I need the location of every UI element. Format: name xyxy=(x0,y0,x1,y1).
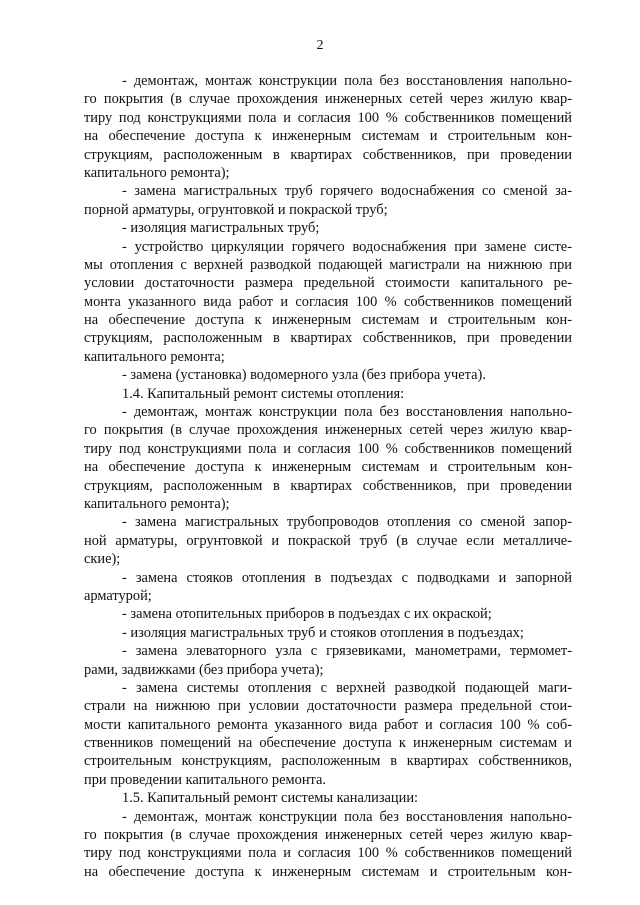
text-line: условии достаточности размера предельной стоимости капитального ре- xyxy=(84,275,572,292)
text-line: - изоляция магистральных труб и стояков отопления в подъездах; xyxy=(122,624,524,641)
text-line: при проведении капитального ремонта. xyxy=(84,771,326,788)
text-line: - демонтаж, монтаж конструкции пола без восстановления напольно- xyxy=(122,73,572,89)
text-line: - демонтаж, монтаж конструкции пола без восстановления напольно- xyxy=(122,808,572,825)
text-line: страли на нижнюю при условии достаточности размера предельной стои- xyxy=(84,698,572,715)
text-line: го покрытия (в случае прохождения инженерных сетей через жилую квар- xyxy=(84,422,572,439)
text-line: - замена магистральных трубопроводов отопления со сменой запор- xyxy=(122,514,572,531)
page-number: 2 xyxy=(316,38,324,53)
text-line: - замена отопительных приборов в подъездах с их окраской; xyxy=(122,606,492,623)
text-line: струкциям, расположенным в квартирах собственников, при проведении xyxy=(84,146,572,163)
text-line: - замена (установка) водомерного узла (без прибора учета). xyxy=(122,367,486,384)
text-line: строительным конструкциям, расположенным в квартирах собственников, xyxy=(84,753,572,770)
text-line: ной арматуры, огрунтовкой и покраской труб (в случае если металличе- xyxy=(84,532,572,549)
text-line: - замена магистральных труб горячего водоснабжения со сменой за- xyxy=(122,183,572,200)
text-line: порной арматуры, огрунтовкой и покраской труб; xyxy=(84,201,388,218)
text-line: мости капитального ремонта указанного вида работ и согласия 100 % соб- xyxy=(84,716,572,733)
text-line: го покрытия (в случае прохождения инженерных сетей через жилую квар- xyxy=(84,91,572,108)
text-line: капитального ремонта); xyxy=(84,164,230,181)
text-line: на обеспечение доступа к инженерным системам и строительным кон- xyxy=(84,312,572,329)
text-line: струкциям, расположенным в квартирах собственников, при проведении xyxy=(84,330,572,347)
text-line: - устройство циркуляции горячего водоснабжения при замене систе- xyxy=(122,238,572,255)
text-line: го покрытия (в случае прохождения инженерных сетей через жилую квар- xyxy=(84,827,572,844)
text-line: арматурой; xyxy=(84,587,152,604)
text-line: тиру под конструкциями пола и согласия 100 % собственников помещений xyxy=(84,109,572,126)
text-line: на обеспечение доступа к инженерным системам и строительным кон- xyxy=(84,863,572,880)
text-line: мы отопления с верхней разводкой подающей магистрали на нижнюю при xyxy=(84,256,572,273)
text-line: на обеспечение доступа к инженерным системам и строительным кон- xyxy=(84,128,572,145)
text-line: рами, задвижками (без прибора учета); xyxy=(84,661,324,678)
text-line: - демонтаж, монтаж конструкции пола без восстановления напольно- xyxy=(122,404,572,421)
text-line: - замена системы отопления с верхней разводкой подающей маги- xyxy=(122,679,572,696)
document-body xyxy=(84,72,572,881)
text-line: на обеспечение доступа к инженерным системам и строительным кон- xyxy=(84,459,572,476)
section-heading: 1.4. Капитальный ремонт системы отопления: xyxy=(122,385,405,402)
text-line: тиру под конструкциями пола и согласия 100 % собственников помещений xyxy=(84,440,572,457)
section-heading: 1.5. Капитальный ремонт системы канализации: xyxy=(122,790,419,807)
text-line: струкциям, расположенным в квартирах собственников, при проведении xyxy=(84,477,572,494)
text-line: ственников помещений на обеспечение доступа к инженерным системам и xyxy=(84,735,572,752)
text-line: - замена элеваторного узла с грязевиками, манометрами, термомет- xyxy=(122,643,572,660)
text-line: ские); xyxy=(84,551,121,568)
text-line: капитального ремонта); xyxy=(84,495,230,512)
text-line: монта указанного вида работ и согласия 100 % собственников помещений xyxy=(84,293,572,310)
text-line: капитального ремонта; xyxy=(84,348,225,365)
text-line: - замена стояков отопления в подъездах с подводками и запорной xyxy=(122,569,572,586)
text-line: тиру под конструкциями пола и согласия 100 % собственников помещений xyxy=(84,845,572,862)
text-line: - изоляция магистральных труб; xyxy=(122,220,320,237)
